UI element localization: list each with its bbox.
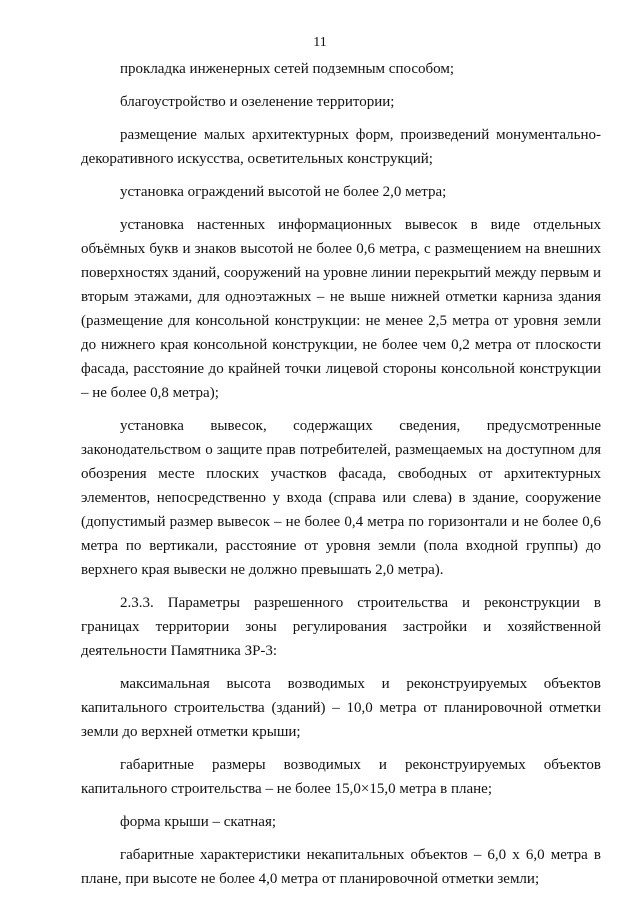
paragraph-small-architectural-forms: размещение малых архитектурных форм, произведений монументально-декоративного искусства, осветительных конструкций; [81,127,601,167]
paragraph-underground-networks: прокладка инженерных сетей подземным способом; [120,61,455,77]
paragraph-temporary-objects: габаритные характеристики некапитальных объектов – 6,0 х 6,0 метра в плане, при высоте не более 4,0 метра от планировочной отметки земли; [81,847,601,887]
paragraph-roof-shape: форма крыши – скатная; [120,814,277,830]
paragraph-dimensions: габаритные размеры возводимых и реконструируемых объектов капитального строительства – не более 15,0×15,0 метра в плане; [81,757,601,797]
document-body [81,57,601,891]
paragraph-fences: установка ограждений высотой не более 2,0 метра; [120,184,447,200]
paragraph-landscaping: благоустройство и озеленение территории; [120,94,395,110]
paragraph-wall-signs: установка настенных информационных вывесок в виде отдельных объёмных букв и знаков высотой не более 0,6 метра, с размещением на внешних поверхностях зданий, сооружений на уровне линии перекрытий между первым и вторым этажами, для одноэтажных – не выше нижней отметки карниза здания (размещение для консольной конструкции: не менее 2,5 метра от уровня земли до нижнего края консольной конструкции, не более чем 0,2 метра от плоскости фасада, расстояние до крайней точки лицевой стороны консольной конструкции – не более 0,8 метра); [81,217,601,401]
page-number: 11 [313,35,327,50]
paragraph-section-2-3-3: 2.3.3. Параметры разрешенного строительства и реконструкции в границах территории зоны регулирования застройки и хозяйственной деятельности Памятника ЗР-3: [81,595,601,659]
paragraph-max-height: максимальная высота возводимых и реконструируемых объектов капитального строительства (зданий) – 10,0 метра от планировочной отметки земли до верхней отметки крыши; [81,676,601,740]
paragraph-consumer-info-signs: установка вывесок, содержащих сведения, предусмотренные законодательством о защите прав потребителей, размещаемых на доступном для обозрения месте плоских участков фасада, свободных от архитектурных элементов, непосредственно у входа (справа или слева) в здание, сооружение (допустимый размер вывесок – не более 0,4 метра по горизонтали и не более 0,6 метра по вертикали, расстояние от уровня земли (пола входной группы) до верхнего края вывески не должно превышать 2,0 метра). [81,418,601,578]
